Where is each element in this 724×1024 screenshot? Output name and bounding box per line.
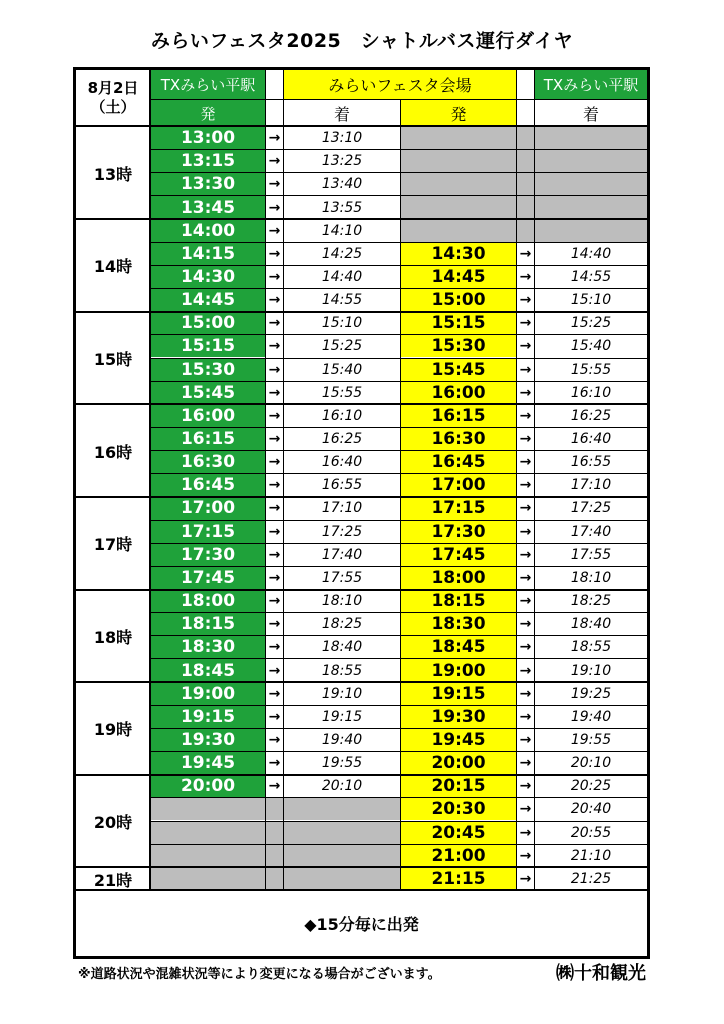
venue-arrival-time: 15:10 bbox=[321, 315, 363, 332]
grid-line bbox=[151, 496, 647, 497]
arrow-icon: → bbox=[519, 407, 532, 424]
grid-line bbox=[151, 612, 647, 613]
grid-line bbox=[151, 195, 647, 196]
station-departure-time: 20:00 bbox=[151, 775, 265, 797]
station-arrival-time: 16:25 bbox=[570, 407, 612, 424]
station-departure-time: 14:30 bbox=[151, 266, 265, 288]
header-arrival-label: 着 bbox=[582, 104, 599, 124]
hour-label: 15時 bbox=[93, 349, 133, 369]
arrow-icon: → bbox=[268, 431, 281, 447]
grid-line bbox=[516, 70, 517, 891]
grid-line bbox=[151, 821, 647, 822]
arrow-icon: → bbox=[268, 523, 281, 540]
station-departure-time: 17:15 bbox=[151, 521, 265, 543]
station-arrival-time: 19:55 bbox=[570, 731, 612, 748]
hour-label: 19時 bbox=[93, 720, 133, 740]
station-arrival-time: 16:55 bbox=[570, 454, 612, 471]
venue-arrival-time: 16:25 bbox=[321, 431, 363, 447]
arrow-icon: → bbox=[519, 361, 532, 378]
grid-line bbox=[151, 288, 647, 289]
arrow-icon: → bbox=[268, 477, 281, 494]
venue-arrival-time: 19:10 bbox=[321, 685, 363, 702]
hour-label: 20時 bbox=[93, 812, 133, 832]
grid-line bbox=[400, 99, 401, 891]
grid-line bbox=[265, 70, 266, 891]
venue-departure-time: 21:15 bbox=[401, 868, 516, 890]
venue-arrival-time: 19:55 bbox=[321, 755, 363, 772]
grid-line bbox=[151, 543, 647, 544]
venue-departure-time: 20:30 bbox=[401, 798, 516, 820]
arrow-icon: → bbox=[519, 454, 532, 471]
arrow-icon: → bbox=[519, 500, 532, 517]
venue-arrival-time: 15:25 bbox=[321, 338, 363, 355]
grid-line bbox=[151, 566, 647, 567]
station-departure-time: 14:00 bbox=[151, 220, 265, 242]
venue-arrival-time: 14:10 bbox=[321, 222, 363, 239]
venue-arrival-time: 13:55 bbox=[321, 199, 363, 216]
arrow-icon: → bbox=[268, 500, 281, 517]
venue-arrival-time: 18:40 bbox=[321, 639, 363, 656]
station-departure-time: 17:45 bbox=[151, 567, 265, 589]
hour-label: 14時 bbox=[93, 257, 133, 277]
venue-arrival-time: 19:15 bbox=[321, 708, 363, 725]
station-departure-time: 14:15 bbox=[151, 243, 265, 265]
arrow-icon: → bbox=[268, 639, 281, 656]
station-arrival-time: 16:10 bbox=[570, 384, 612, 401]
station-departure-time: 13:00 bbox=[151, 127, 265, 149]
venue-arrival-time: 17:55 bbox=[321, 569, 363, 586]
station-arrival-time: 19:40 bbox=[570, 708, 612, 725]
no-service-cell bbox=[151, 845, 400, 867]
station-arrival-time: 17:10 bbox=[570, 477, 612, 494]
no-service-cell bbox=[401, 220, 647, 242]
arrow-icon: → bbox=[268, 407, 281, 424]
arrow-icon: → bbox=[519, 616, 532, 633]
venue-departure-time: 17:45 bbox=[401, 544, 516, 566]
venue-arrival-time: 19:40 bbox=[321, 731, 363, 748]
grid-line bbox=[151, 705, 647, 706]
arrow-icon: → bbox=[268, 176, 281, 193]
grid-line bbox=[151, 311, 647, 312]
arrow-icon: → bbox=[519, 755, 532, 772]
station-arrival-time: 17:55 bbox=[570, 546, 612, 563]
venue-departure-time: 20:15 bbox=[401, 775, 516, 797]
no-service-cell bbox=[401, 196, 647, 218]
station-departure-time: 15:00 bbox=[151, 312, 265, 334]
venue-departure-time: 15:00 bbox=[401, 289, 516, 311]
venue-departure-time: 19:15 bbox=[401, 683, 516, 705]
arrow-icon: → bbox=[519, 708, 532, 725]
venue-departure-time: 18:00 bbox=[401, 567, 516, 589]
grid-line bbox=[151, 334, 647, 335]
arrow-icon: → bbox=[268, 569, 281, 586]
venue-arrival-time: 17:25 bbox=[321, 523, 363, 540]
venue-departure-time: 18:45 bbox=[401, 636, 516, 658]
venue-arrival-time: 17:40 bbox=[321, 546, 363, 563]
venue-departure-time: 15:45 bbox=[401, 359, 516, 381]
venue-arrival-time: 20:10 bbox=[321, 778, 363, 795]
no-service-cell bbox=[401, 173, 647, 195]
arrow-icon: → bbox=[268, 662, 281, 679]
arrow-icon: → bbox=[519, 801, 532, 818]
date-label: 8月2日 bbox=[87, 79, 139, 97]
station-arrival-time: 17:25 bbox=[570, 500, 612, 517]
venue-arrival-time: 14:55 bbox=[321, 292, 363, 309]
arrow-icon: → bbox=[268, 292, 281, 309]
station-departure-time: 18:15 bbox=[151, 613, 265, 635]
grid-line bbox=[151, 358, 647, 359]
arrow-icon: → bbox=[519, 315, 532, 332]
header-venue: みらいフェスタ会場 bbox=[284, 70, 516, 99]
venue-departure-time: 19:00 bbox=[401, 659, 516, 681]
station-departure-time: 18:45 bbox=[151, 659, 265, 681]
arrow-icon: → bbox=[519, 870, 532, 887]
station-arrival-time: 15:25 bbox=[570, 315, 612, 332]
arrow-icon: → bbox=[268, 130, 281, 147]
venue-departure-time: 14:30 bbox=[401, 243, 516, 265]
venue-departure-time: 16:00 bbox=[401, 382, 516, 404]
venue-departure-time: 15:30 bbox=[401, 335, 516, 357]
page-title: みらいフェスタ2025 シャトルバス運行ダイヤ bbox=[150, 30, 574, 52]
station-departure-time: 15:30 bbox=[151, 359, 265, 381]
station-departure-time: 15:15 bbox=[151, 335, 265, 357]
grid-line bbox=[151, 99, 647, 100]
station-departure-time: 13:30 bbox=[151, 173, 265, 195]
grid-line bbox=[76, 125, 647, 127]
arrow-icon: → bbox=[519, 431, 532, 447]
venue-arrival-time: 16:55 bbox=[321, 477, 363, 494]
arrow-icon: → bbox=[268, 731, 281, 748]
note-area bbox=[76, 892, 653, 956]
station-departure-time: 17:30 bbox=[151, 544, 265, 566]
station-arrival-time: 15:55 bbox=[570, 361, 612, 378]
venue-arrival-time: 13:40 bbox=[321, 176, 363, 193]
venue-departure-time: 16:15 bbox=[401, 405, 516, 427]
arrow-icon: → bbox=[519, 847, 532, 864]
frequency-note: ◆15分毎に出発 bbox=[304, 915, 419, 935]
arrow-icon: → bbox=[268, 222, 281, 239]
arrow-icon: → bbox=[268, 338, 281, 355]
hour-label: 18時 bbox=[93, 627, 133, 647]
venue-arrival-time: 18:55 bbox=[321, 662, 363, 679]
station-departure-time: 13:45 bbox=[151, 196, 265, 218]
venue-arrival-time: 15:40 bbox=[321, 361, 363, 378]
no-service-cell bbox=[401, 127, 647, 149]
venue-departure-time: 17:00 bbox=[401, 474, 516, 496]
arrow-icon: → bbox=[268, 546, 281, 563]
venue-arrival-time: 13:10 bbox=[321, 130, 363, 147]
grid-line bbox=[151, 867, 647, 868]
station-departure-time: 18:30 bbox=[151, 636, 265, 658]
no-service-cell bbox=[151, 798, 400, 820]
arrow-icon: → bbox=[268, 245, 281, 262]
grid-line bbox=[149, 70, 151, 891]
station-arrival-time: 20:55 bbox=[570, 824, 612, 841]
station-departure-time: 16:00 bbox=[151, 405, 265, 427]
station-arrival-time: 21:10 bbox=[570, 847, 612, 864]
arrow-icon: → bbox=[519, 268, 532, 285]
grid-line bbox=[151, 473, 647, 474]
venue-arrival-time: 14:40 bbox=[321, 268, 363, 285]
station-arrival-time: 20:40 bbox=[570, 801, 612, 818]
station-arrival-time: 18:40 bbox=[570, 616, 612, 633]
arrow-icon: → bbox=[519, 778, 532, 795]
arrow-icon: → bbox=[519, 662, 532, 679]
grid-line bbox=[151, 242, 647, 243]
venue-arrival-time: 18:10 bbox=[321, 593, 363, 610]
arrow-icon: → bbox=[519, 384, 532, 401]
hour-label: 21時 bbox=[93, 870, 133, 890]
venue-departure-time: 20:45 bbox=[401, 822, 516, 844]
company-name: ㈱十和観光 bbox=[556, 963, 646, 984]
grid-line bbox=[151, 751, 647, 752]
venue-arrival-time: 16:10 bbox=[321, 407, 363, 424]
venue-arrival-time: 18:25 bbox=[321, 616, 363, 633]
grid-line bbox=[151, 635, 647, 636]
station-departure-time: 19:00 bbox=[151, 683, 265, 705]
venue-departure-time: 16:30 bbox=[401, 428, 516, 450]
station-arrival-time: 21:25 bbox=[570, 870, 612, 887]
arrow-icon: → bbox=[268, 384, 281, 401]
venue-arrival-time: 17:10 bbox=[321, 500, 363, 517]
no-service-cell bbox=[401, 150, 647, 172]
arrow-icon: → bbox=[519, 731, 532, 748]
arrow-icon: → bbox=[519, 639, 532, 656]
arrow-icon: → bbox=[519, 569, 532, 586]
grid-line bbox=[151, 149, 647, 150]
grid-line bbox=[151, 404, 647, 405]
venue-arrival-time: 16:40 bbox=[321, 454, 363, 471]
station-departure-time: 16:30 bbox=[151, 451, 265, 473]
arrow-icon: → bbox=[519, 523, 532, 540]
grid-line bbox=[151, 774, 647, 775]
disclaimer: ※道路状況や混雑状況等により変更になる場合がございます。 bbox=[78, 967, 441, 982]
arrow-icon: → bbox=[519, 546, 532, 563]
grid-line bbox=[151, 265, 647, 266]
station-departure-time: 13:15 bbox=[151, 150, 265, 172]
station-arrival-time: 19:10 bbox=[570, 662, 612, 679]
arrow-icon: → bbox=[268, 616, 281, 633]
venue-departure-time: 17:15 bbox=[401, 497, 516, 519]
venue-departure-time: 15:15 bbox=[401, 312, 516, 334]
station-arrival-time: 15:10 bbox=[570, 292, 612, 309]
station-departure-time: 17:00 bbox=[151, 497, 265, 519]
venue-departure-time: 19:45 bbox=[401, 729, 516, 751]
arrow-icon: → bbox=[519, 685, 532, 702]
arrow-icon: → bbox=[519, 593, 532, 610]
venue-departure-time: 19:30 bbox=[401, 706, 516, 728]
arrow-icon: → bbox=[268, 315, 281, 332]
grid-line bbox=[151, 844, 647, 845]
header-station-arrival: TXみらい平駅 bbox=[535, 70, 647, 99]
arrow-icon: → bbox=[519, 477, 532, 494]
arrow-icon: → bbox=[268, 708, 281, 725]
grid-line bbox=[151, 450, 647, 451]
station-departure-time: 19:15 bbox=[151, 706, 265, 728]
arrow-icon: → bbox=[519, 824, 532, 841]
arrow-icon: → bbox=[268, 685, 281, 702]
grid-line bbox=[151, 728, 647, 729]
station-arrival-time: 14:55 bbox=[570, 268, 612, 285]
grid-line bbox=[151, 172, 647, 173]
station-departure-time: 14:45 bbox=[151, 289, 265, 311]
station-arrival-time: 17:40 bbox=[570, 523, 612, 540]
header-departure-label: 発 bbox=[151, 100, 265, 126]
arrow-icon: → bbox=[268, 593, 281, 610]
arrow-icon: → bbox=[268, 778, 281, 795]
station-arrival-time: 19:25 bbox=[570, 685, 612, 702]
station-arrival-time: 18:10 bbox=[570, 569, 612, 586]
header-venue-departure-label: 発 bbox=[401, 100, 516, 126]
venue-departure-time: 14:45 bbox=[401, 266, 516, 288]
station-arrival-time: 20:25 bbox=[570, 778, 612, 795]
grid-line bbox=[151, 427, 647, 428]
arrow-icon: → bbox=[519, 245, 532, 262]
timetable bbox=[73, 67, 650, 959]
arrow-icon: → bbox=[519, 338, 532, 355]
station-arrival-time: 15:40 bbox=[570, 338, 612, 355]
date-header bbox=[76, 70, 150, 126]
venue-departure-time: 16:45 bbox=[401, 451, 516, 473]
arrow-icon: → bbox=[268, 361, 281, 378]
venue-departure-time: 18:15 bbox=[401, 590, 516, 612]
venue-arrival-time: 14:25 bbox=[321, 245, 363, 262]
header-venue-arrival-label: 着 bbox=[333, 104, 350, 124]
station-arrival-time: 18:25 bbox=[570, 593, 612, 610]
grid-line bbox=[151, 682, 647, 683]
arrow-icon: → bbox=[268, 199, 281, 216]
station-arrival-time: 16:40 bbox=[570, 431, 612, 447]
station-arrival-time: 14:40 bbox=[570, 245, 612, 262]
venue-departure-time: 21:00 bbox=[401, 845, 516, 867]
grid-line bbox=[283, 70, 284, 891]
no-service-cell bbox=[151, 868, 400, 890]
arrow-icon: → bbox=[268, 454, 281, 471]
hour-label: 16時 bbox=[93, 442, 133, 462]
grid-line bbox=[151, 797, 647, 798]
arrow-icon: → bbox=[268, 153, 281, 170]
no-service-cell bbox=[151, 822, 400, 844]
station-departure-time: 19:30 bbox=[151, 729, 265, 751]
venue-arrival-time: 15:55 bbox=[321, 384, 363, 401]
venue-departure-time: 20:00 bbox=[401, 752, 516, 774]
venue-departure-time: 17:30 bbox=[401, 521, 516, 543]
venue-arrival-time: 13:25 bbox=[321, 153, 363, 170]
station-arrival-time: 20:10 bbox=[570, 755, 612, 772]
arrow-icon: → bbox=[519, 292, 532, 309]
grid-line bbox=[151, 658, 647, 659]
arrow-icon: → bbox=[268, 268, 281, 285]
station-departure-time: 16:15 bbox=[151, 428, 265, 450]
venue-departure-time: 18:30 bbox=[401, 613, 516, 635]
station-departure-time: 18:00 bbox=[151, 590, 265, 612]
grid-line bbox=[151, 381, 647, 382]
hour-label: 13時 bbox=[93, 164, 133, 184]
header-station-departure: TXみらい平駅 bbox=[151, 70, 265, 99]
station-departure-time: 16:45 bbox=[151, 474, 265, 496]
grid-line bbox=[151, 520, 647, 521]
weekday-label: （土） bbox=[90, 98, 136, 116]
arrow-icon: → bbox=[268, 755, 281, 772]
hour-label: 17時 bbox=[93, 535, 133, 555]
grid-line bbox=[151, 219, 647, 220]
station-departure-time: 19:45 bbox=[151, 752, 265, 774]
station-departure-time: 15:45 bbox=[151, 382, 265, 404]
station-arrival-time: 18:55 bbox=[570, 639, 612, 656]
grid-line bbox=[534, 70, 535, 891]
grid-line bbox=[151, 589, 647, 590]
